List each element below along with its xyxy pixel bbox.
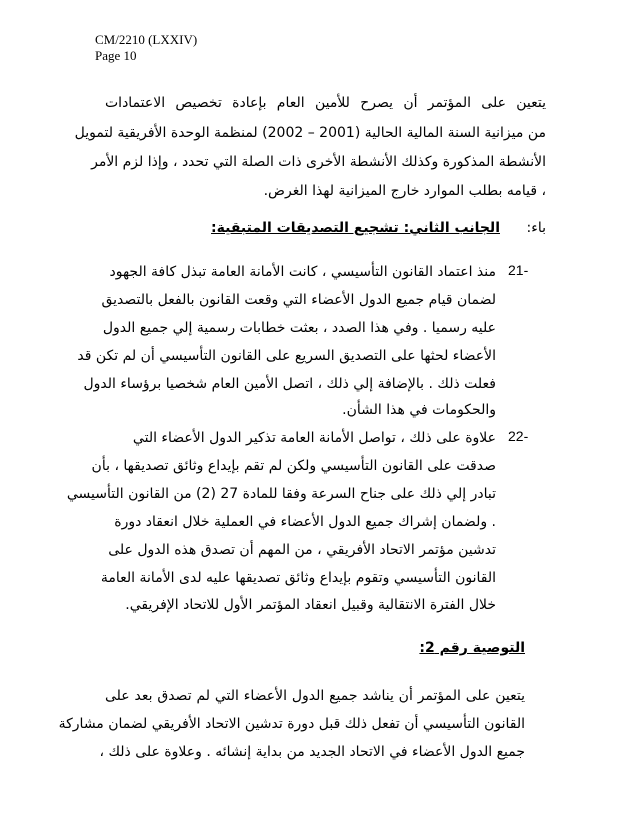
item-line: والحكومات في هذا الشأن.	[342, 402, 496, 418]
section-label: باء:	[526, 220, 546, 236]
recommendation-line: القانون التأسيسي أن تفعل ذلك قبل دورة تدشين الاتحاد الأفريقي لضمان مشاركة	[58, 716, 525, 732]
paragraph-line: ، قيامه بطلب الموارد خارج الميزانية لهذا الغرض.	[263, 183, 546, 199]
paragraph-line: من ميزانية السنة المالية الحالية (2001 – 2002) لمنظمة الوحدة الأفريقية لتمويل	[74, 125, 546, 141]
item-line: الأعضاء لحثها على التصديق السريع على القانون التأسيسي أن لم تكن قد	[77, 348, 496, 364]
recommendation-line: يتعين على المؤتمر أن يناشد جميع الدول الأعضاء التي لم تصدق بعد على	[105, 688, 525, 704]
item-line: تدشين مؤتمر الاتحاد الأفريقي ، من المهم أن تصدق هذه الدول على	[108, 542, 496, 558]
document-reference: CM/2210 (LXXIV)	[95, 32, 198, 47]
item-line: . ولضمان إشراك جميع الدول الأعضاء في العملية خلال انعقاد دورة	[114, 514, 496, 530]
item-line: منذ اعتماد القانون التأسيسي ، كانت الأمانة العامة تبذل كافة الجهود	[109, 264, 496, 280]
item-line: القانون التأسيسي وتقوم بإيداع وثائق تصديقها عليه لدى الأمانة العامة	[100, 570, 496, 586]
recommendation-line: جميع الدول الأعضاء في الاتحاد الجديد من بداية إنشائه . وعلاوة على ذلك ،	[99, 744, 525, 760]
page-number: Page 10	[95, 48, 137, 63]
item-line: خلال الفترة الانتقالية وقبيل انعقاد المؤتمر الأول للاتحاد الإفريقي.	[125, 597, 496, 613]
item-number: 21-	[508, 262, 529, 278]
item-line: عليه رسميا . وفي هذا الصدد ، بعثت خطابات رسمية إلي جميع الدول	[102, 320, 496, 336]
paragraph-line: يتعين على المؤتمر أن يصرح للأمين العام بإعادة تخصيص الاعتمادات	[105, 95, 546, 111]
item-number: 22-	[508, 428, 529, 444]
section-heading: الجانب الثاني: تشجيع التصديقات المتبقية:	[211, 220, 500, 236]
recommendation-heading: التوصية رقم 2:	[419, 640, 525, 656]
item-line: فعلت ذلك . بالإضافة إلي ذلك ، اتصل الأمين العام شخصيا برؤساء الدول	[83, 376, 496, 392]
item-line: علاوة على ذلك ، تواصل الأمانة العامة تذكير الدول الأعضاء التي	[132, 430, 496, 446]
item-line: لضمان قيام جميع الدول الأعضاء التي وقعت القانون بالفعل بالتصديق	[101, 292, 496, 308]
item-line: تبادر إلي ذلك على جناح السرعة وفقا للمادة 27 (2) من القانون التأسيسي	[66, 486, 496, 502]
paragraph-line: الأنشطة المذكورة وكذلك الأنشطة الأخرى ذات الصلة التي تحدد ، وإذا لزم الأمر	[91, 154, 546, 170]
item-line: صدقت على القانون التأسيسي ولكن لم تقم بإيداع وثائق تصديقها ، بأن	[91, 458, 496, 474]
